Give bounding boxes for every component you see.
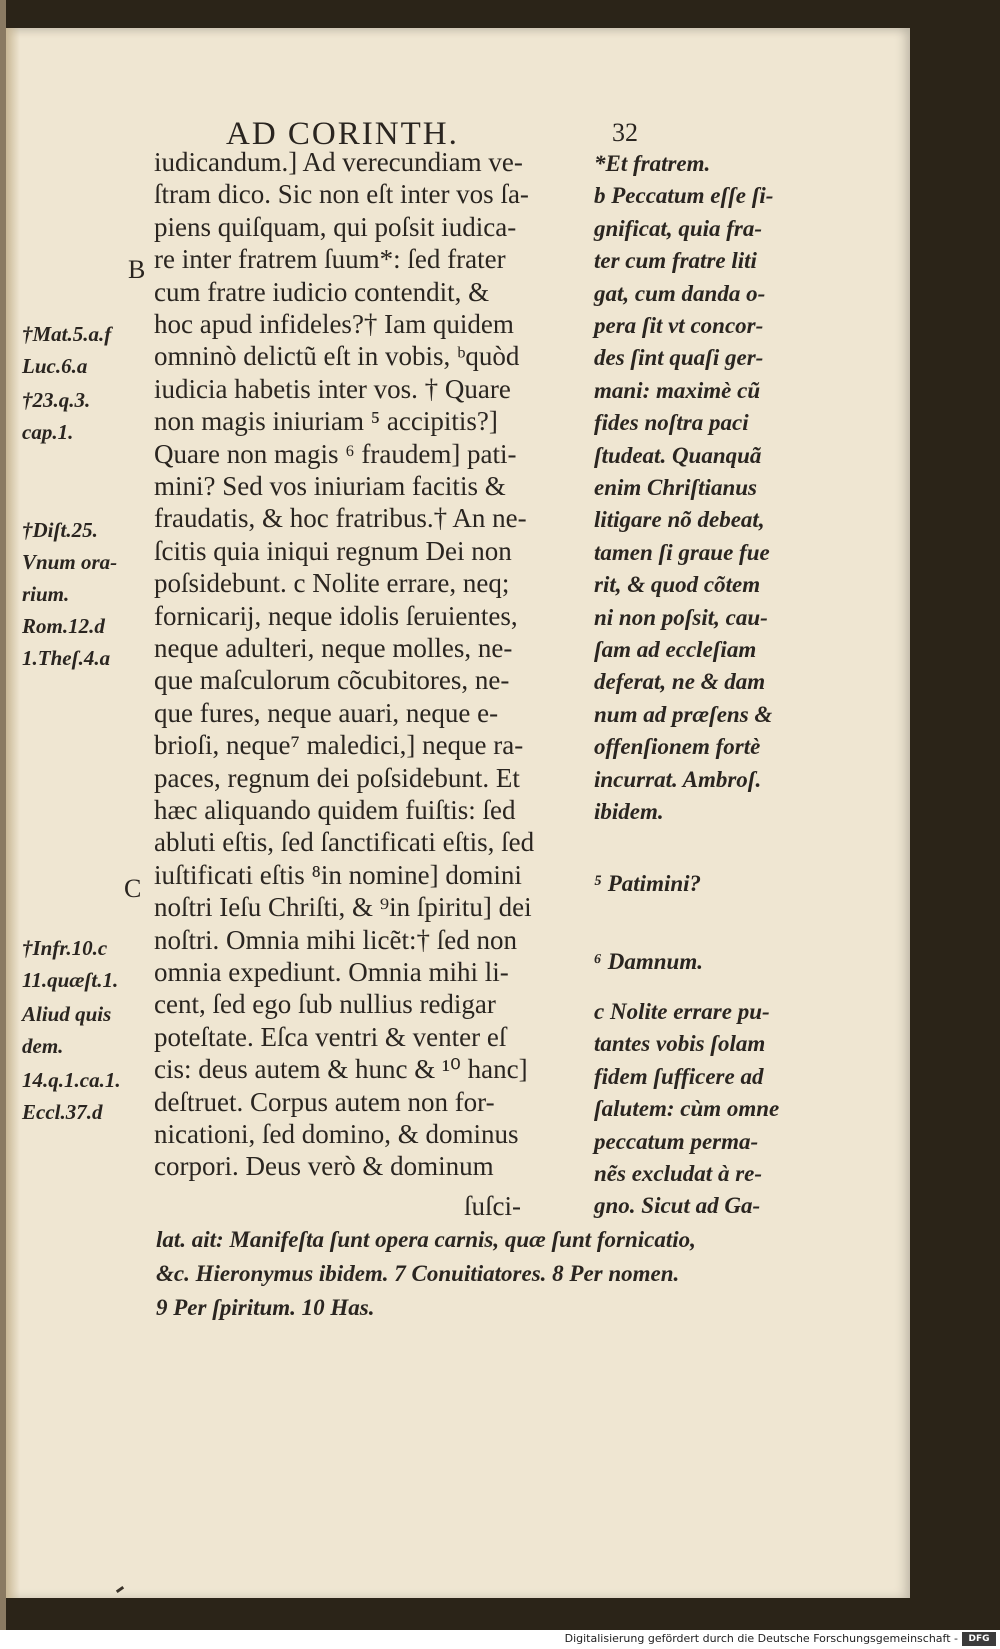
text-line: noſtri Ieſu Chriſti, & ⁹in ſpiritu] dei [154,892,532,923]
text-line: neque adulteri, neque molles, ne- [154,633,513,663]
margin-reference: Aliud quis [22,1002,112,1026]
page-gutter [6,28,20,1598]
footer-credit: Digitalisierung gefördert durch die Deutsche Forschungsgemeinschaft - [564,1632,958,1645]
text-line: mini? Sed vos iniuriam facitis & [154,471,506,501]
margin-reference: cap.1. [22,420,74,444]
side-note-line: ſtudeat. Quanquã [594,442,762,468]
side-note-line: mani: maximè cũ [594,377,761,403]
side-note-line: fidem ſufficere ad [594,1063,764,1089]
text-line: nicationi, ſed domino, & dominus [154,1119,519,1149]
text-line: piens quiſquam, qui poſsit iudica- [154,211,517,242]
side-note-line: ter cum fratre liti [594,248,757,274]
section-letter-b: B [128,255,146,284]
side-note-line: rit, & quod cõtem [594,572,761,598]
text-line: que maſculorum cõcubitores, ne- [154,665,510,696]
text-line: iudicandum.] Ad verecundiam ve- [154,147,523,177]
text-line: iuſtificati eſtis ⁸in nomine] domini [154,859,522,890]
text-line: paces, regnum dei poſsidebunt. Et [154,762,520,793]
running-title: AD CORINTH. [226,116,459,152]
side-note-line: pera ſit vt concor- [594,313,764,338]
section-letter-c: C [124,874,142,903]
page-number: 32 [612,118,638,147]
side-note-line: c Nolite errare pu- [594,999,770,1024]
text-line: ſuſci- [464,1191,521,1221]
text-line: que fures, neque auari, neque e- [154,697,499,728]
text-line: Quare non magis ⁶ fraudem] pati- [154,438,517,469]
text-line: deſtruet. Corpus autem non for- [154,1086,495,1117]
margin-reference: 11.quæſt.1. [22,968,119,992]
text-line: hæc aliquando quidem fuiſtis: ſed [154,795,516,825]
margin-reference: rium. [22,582,70,606]
margin-reference: 14.q.1.ca.1. [22,1068,121,1092]
text-line: cis: deus autem & hunc & ¹⁰ hanc] [154,1054,528,1085]
margin-reference: 1.Theſ.4.a [22,646,111,670]
text-line: omninò delictũ eſt in vobis, ᵇquòd [154,341,520,372]
margin-reference: Vnum ora- [22,550,118,574]
margin-reference: †Infr.10.c [22,936,108,960]
side-note-line: ſalutem: cùm omne [594,1096,780,1122]
margin-reference: dem. [22,1034,64,1058]
margin-reference: Eccl.37.d [22,1100,103,1124]
text-line: fraudatis, & hoc fratribus.† An ne- [154,503,527,534]
text-line: fornicarij, neque idolis ſeruientes, [154,600,518,631]
text-line: ſtram dico. Sic non eſt inter vos ſa- [154,179,529,210]
bottom-note-line: &c. Hieronymus ibidem. 7 Conuitiatores. 8 Per nomen. [156,1261,680,1286]
text-line: noſtri. Omnia mihi licẽt:† ſed non [154,924,517,955]
text-line: cent, ſed ego ſub nullius redigar [154,989,496,1020]
side-note-line: peccatum perma- [594,1128,759,1154]
margin-reference: †Mat.5.a.f [22,322,112,346]
margin-reference: Rom.12.d [22,614,105,638]
text-line: brioſi, neque⁷ maledici,] neque ra- [154,730,524,761]
footer-bar [0,1630,1000,1649]
text-line: hoc apud infideles?† Iam quidem [154,309,514,339]
side-note-line: deferat, ne & dam [594,669,766,695]
side-note-line: fides noſtra paci [594,410,749,436]
side-note-line: ibidem. [594,799,664,824]
text-line: poſsidebunt. c Nolite errare, neq; [154,568,510,599]
text-line: cum fratre iudicio contendit, & [154,276,490,307]
text-line: poteſtate. Eſca ventri & venter eſ [154,1021,507,1052]
side-note-line: num ad præſens & [594,701,773,727]
side-note-line: ni non poſsit, cau- [594,604,768,630]
bottom-note-line: 9 Per ſpiritum. 10 Has. [156,1295,375,1320]
text-line: corpori. Deus verò & dominum [154,1151,494,1182]
text-line: re inter fratrem ſuum*: ſed frater [154,244,506,275]
side-note-line: gat, cum danda o- [594,280,766,306]
side-note-line: tamen ſi graue fue [594,539,770,565]
margin-reference: †23.q.3. [22,388,91,412]
side-note-line: nẽs excludat à re- [594,1161,763,1186]
side-note-line: offenſionem fortè [594,734,761,760]
text-line: omnia expediunt. Omnia mihi li- [154,957,509,987]
side-note-line: litigare nõ debeat, [594,507,765,533]
side-note-line: des ſint quaſi ger- [594,345,764,371]
side-note-line: ⁵ Patimini? [594,871,702,896]
book-page [6,28,910,1598]
text-line: abluti eſtis, ſed ſanctificati eſtis, ſed [154,827,535,858]
side-note-line: enim Chriſtianus [594,475,757,500]
dfg-logo: DFG [962,1632,996,1646]
margin-reference: †Diſt.25. [22,518,98,542]
side-note-line: gnificat, quia fra- [594,215,763,241]
ink-speck [116,1586,124,1593]
side-note-line: ſam ad eccleſiam [594,637,757,662]
side-note-line: b Peccatum eſſe ſi- [594,183,774,209]
text-line: ſcitis quia iniqui regnum Dei non [154,535,512,566]
side-note-line: *Et fratrem. [594,151,711,176]
side-note-line: incurrat. Ambroſ. [594,766,762,792]
side-note-line: gno. Sicut ad Ga- [594,1193,761,1219]
bottom-note-line: lat. ait: Manifeſta ſunt opera carnis, quæ ſunt fornicatio, [156,1227,696,1252]
side-note-line: ⁶ Damnum. [594,949,703,974]
margin-reference: Luc.6.a [22,354,88,378]
text-line: iudicia habetis inter vos. † Quare [154,373,511,404]
side-note-line: tantes vobis ſolam [594,1031,766,1057]
text-line: non magis iniuriam ⁵ accipitis?] [154,406,498,437]
